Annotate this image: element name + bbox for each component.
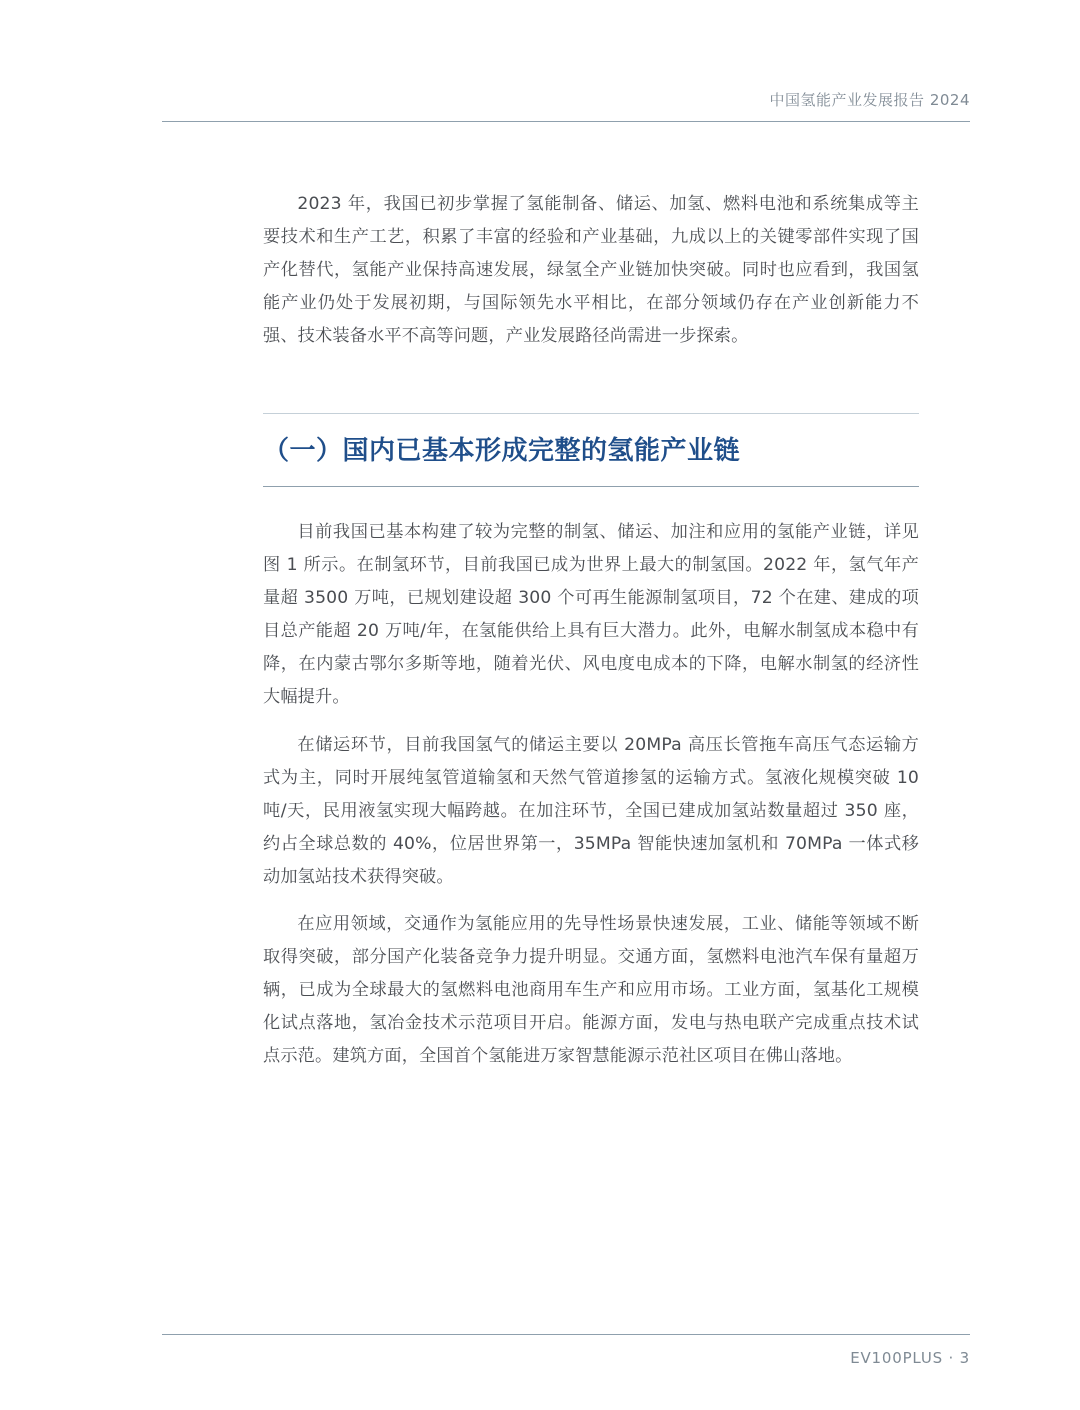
header-divider xyxy=(162,121,970,122)
paragraph-storage-transport: 在储运环节，目前我国氢气的储运主要以 20MPa 高压长管拖车高压气态运输方式为主，同时开展纯氢管道输氢和天然气管道掺氢的运输方式。氢液化规模突破 10 吨/天，民用液氢实现大幅跨越。在加注环节，全国已建成加氢站数量超过 350 座，约占全球总数的 40%，位居世界第一，35MPa 智能快速加氢机和 70MPa 一体式移动加氢站技术获得突破。 xyxy=(263,735,919,887)
paragraph-production: 目前我国已基本构建了较为完整的制氢、储运、加注和应用的氢能产业链，详见图 1 所示。在制氢环节，目前我国已成为世界上最大的制氢国。2022 年，氢气年产量超 3500 万吨，已规划建设超 300 个可再生能源制氢项目，72 个在建、建成的项目总产能超 20 万吨/年，在氢能供给上具有巨大潜力。此外，电解水制氢成本稳中有降，在内蒙古鄂尔多斯等地，随着光伏、风电度电成本的下降，电解水制氢的经济性大幅提升。 xyxy=(263,522,919,707)
section-body xyxy=(263,516,919,714)
page-number: EV100PLUS · 3 xyxy=(850,1349,970,1367)
section-bottom-divider xyxy=(263,486,919,487)
section-title: （一）国内已基本形成完整的氢能产业链 xyxy=(263,436,741,466)
intro-paragraph: 2023 年，我国已初步掌握了氢能制备、储运、加氢、燃料电池和系统集成等主要技术和生产工艺，积累了丰富的经验和产业基础，九成以上的关键零部件实现了国产化替代，氢能产业保持高速发展，绿氢全产业链加快突破。同时也应看到，我国氢能产业仍处于发展初期，与国际领先水平相比，在部分领域仍存在产业创新能力不强、技术装备水平不高等问题，产业发展路径尚需进一步探索。 xyxy=(263,194,919,346)
section-heading-block xyxy=(263,413,919,487)
intro-block xyxy=(263,188,919,353)
report-title: 中国氢能产业发展报告 2024 xyxy=(769,91,970,109)
section-body-2 xyxy=(263,729,919,894)
section-body-3 xyxy=(263,908,919,1073)
footer-divider xyxy=(162,1334,970,1335)
paragraph-applications: 在应用领域，交通作为氢能应用的先导性场景快速发展，工业、储能等领域不断取得突破，部分国产化装备竞争力提升明显。交通方面，氢燃料电池汽车保有量超万辆，已成为全球最大的氢燃料电池商用车生产和应用市场。工业方面，氢基化工规模化试点落地，氢冶金技术示范项目开启。能源方面，发电与热电联产完成重点技术试点示范。建筑方面，全国首个氢能进万家智慧能源示范社区项目在佛山落地。 xyxy=(263,914,919,1066)
